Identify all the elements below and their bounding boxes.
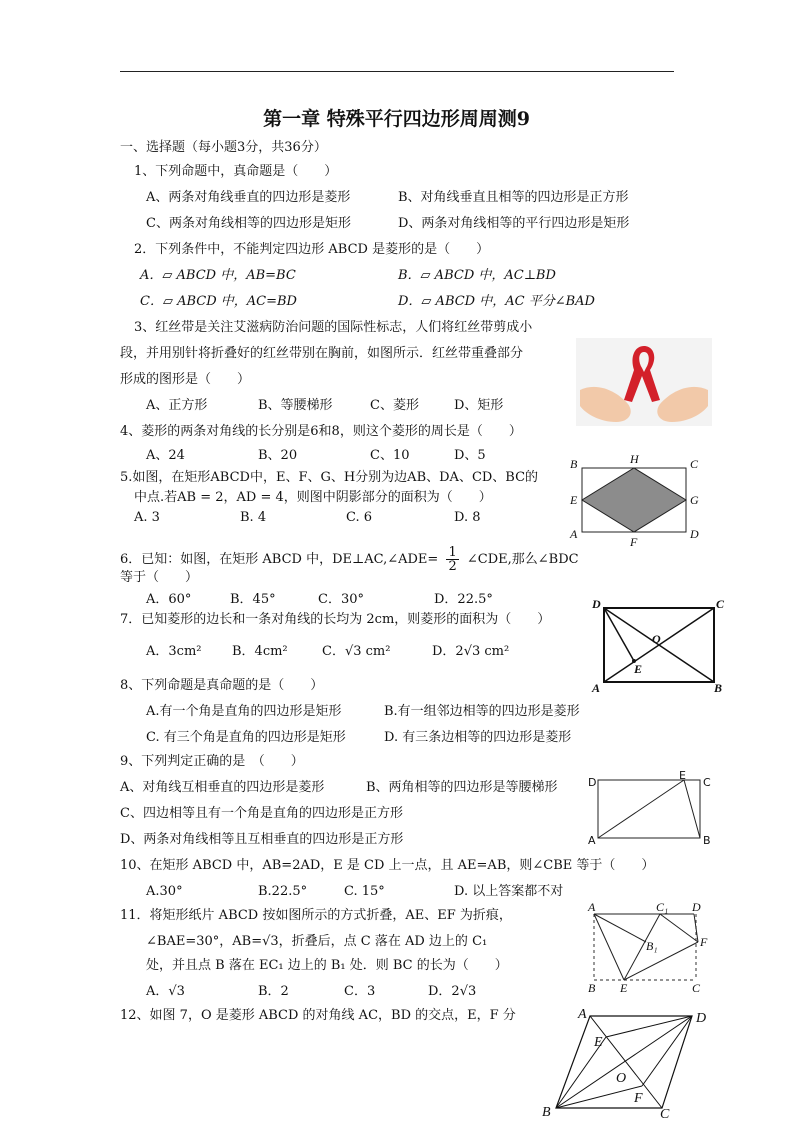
label-A: A: [588, 834, 596, 847]
label-D: D: [588, 776, 597, 789]
figure-q11-folded-rectangle: [582, 898, 712, 998]
label-B1: B₁: [646, 939, 658, 953]
red-ribbon-hands-image: [576, 338, 712, 426]
q2-option-a: A．▱ ABCD 中，AB=BC: [140, 268, 296, 283]
diagonal-BD: [556, 1016, 692, 1108]
q1-option-c: C、两条对角线相等的四边形是矩形: [146, 216, 351, 231]
q5-line2: 中点.若AB = 2，AD = 4，则图中阴影部分的面积为（ ）: [134, 490, 492, 505]
segment-C1F: [660, 914, 698, 942]
crease-EF: [624, 942, 698, 980]
label-E: E: [570, 493, 578, 507]
q5-option-b: B. 4: [240, 510, 267, 525]
q9-option-c: C、四边相等且有一个角是直角的四边形是正方形: [120, 806, 403, 821]
label-C: C: [692, 981, 701, 995]
q7-option-c: C．√3 cm²: [322, 644, 391, 659]
q7-option-a: A．3cm²: [146, 644, 202, 659]
q3-line2: 段，并用别针将折叠好的红丝带别在胸前，如图所示．红丝带重叠部分: [120, 346, 524, 361]
label-B: B: [570, 457, 578, 471]
q2-option-b: B．▱ ABCD 中，AC⊥BD: [398, 268, 556, 283]
q8-option-c: C. 有三个角是直角的四边形是矩形: [146, 730, 346, 745]
label-G: G: [690, 493, 699, 507]
q7-option-b: B．4cm²: [232, 644, 288, 659]
q5-option-c: C. 6: [346, 510, 373, 525]
label-C1: C₁: [656, 900, 669, 914]
q6-line2: 等于（ ）: [120, 570, 199, 585]
section-heading: 一、选择题（每小题3分，共36分）: [120, 140, 327, 155]
q1-option-b: B、对角线垂直且相等的四边形是正方形: [398, 190, 629, 205]
label-B: B: [703, 834, 711, 847]
q6-option-c: C．30°: [318, 592, 364, 607]
label-C: C: [690, 457, 699, 471]
q10-option-b: B.22.5°: [258, 884, 308, 899]
q6-option-a: A．60°: [146, 592, 192, 607]
q11-line2: ∠BAE=30°，AB=√3，折叠后，点 C 落在 AD 边上的 C₁: [146, 934, 488, 949]
label-E: E: [679, 769, 686, 782]
q4-option-c: C、10: [370, 448, 410, 463]
q3-option-b: B、等腰梯形: [258, 398, 333, 413]
q1-option-d: D、两条对角线相等的平行四边形是矩形: [398, 216, 630, 231]
q11-option-a: A．√3: [146, 984, 185, 999]
label-A: A: [578, 1007, 587, 1022]
label-C: C: [716, 597, 725, 611]
q1-stem: 1、下列命题中，真命题是（ ）: [134, 164, 338, 179]
q11-option-c: C．3: [344, 984, 376, 999]
q9-option-b: B、两角相等的四边形是等腰梯形: [366, 780, 558, 795]
q4-option-b: B、20: [258, 448, 298, 463]
q2-option-d: D．▱ ABCD 中，AC 平分∠BAD: [398, 294, 595, 309]
q5-line1: 5.如图，在矩形ABCD中，E、F、G、H分别为边AB、DA、CD、BC的: [120, 470, 539, 485]
figure-q5-rectangle: [566, 452, 704, 548]
q12-stem: 12、如图 7，O 是菱形 ABCD 的对角线 AC，BD 的交点，E，F 分: [120, 1008, 516, 1023]
q3-option-a: A、正方形: [146, 398, 208, 413]
label-F: F: [630, 535, 638, 548]
q10-option-d: D. 以上答案都不对: [454, 884, 564, 899]
label-F: F: [634, 1091, 643, 1106]
q10-option-a: A.30°: [146, 884, 183, 899]
crease-AE: [594, 914, 624, 980]
q4-stem: 4、菱形的两条对角线的长分别是6和8，则这个菱形的周长是（ ）: [120, 424, 522, 439]
segment-DE: [604, 608, 634, 661]
q6-fraction: [446, 546, 458, 573]
q4-option-a: A、24: [146, 448, 185, 463]
label-H: H: [630, 452, 639, 466]
label-F: F: [700, 935, 708, 949]
q5-option-d: D. 8: [454, 510, 481, 525]
header-rule: [120, 71, 674, 72]
label-C: C: [660, 1107, 670, 1120]
figure-q9-rectangle: [586, 768, 712, 850]
shaded-rhombus: [582, 468, 686, 532]
figure-q12-rhombus: [538, 1004, 718, 1120]
q6-pre: 6．已知：如图，在矩形 ABCD 中，DE⊥AC,∠ADE=: [120, 552, 439, 567]
q2-option-c: C．▱ ABCD 中，AC=BD: [140, 294, 297, 309]
label-D: D: [696, 1011, 707, 1026]
label-B: B: [542, 1105, 551, 1120]
figure-q6-rectangle: [590, 596, 728, 696]
q10-stem: 10、在矩形 ABCD 中，AB=2AD，E 是 CD 上一点，且 AE=AB，则∠CBE 等于（ ）: [120, 858, 655, 873]
q5-option-a: A. 3: [134, 510, 160, 525]
q8-option-a: A.有一个角是直角的四边形是矩形: [146, 704, 342, 719]
q6-option-b: B．45°: [230, 592, 276, 607]
label-D: D: [692, 900, 701, 914]
segment-AE: [598, 780, 684, 838]
q3-option-c: C、菱形: [370, 398, 419, 413]
q6-option-d: D．22.5°: [434, 592, 493, 607]
q2-stem: 2．下列条件中，不能判定四边形 ABCD 是菱形的是（ ）: [134, 242, 490, 257]
label-B: B: [714, 681, 723, 695]
label-D: D: [592, 597, 601, 611]
label-D: D: [690, 527, 699, 541]
q6-line1: [120, 546, 579, 573]
label-O: O: [616, 1071, 627, 1086]
label-E: E: [594, 1035, 603, 1050]
label-A: A: [570, 527, 578, 541]
diagonal-AC: [590, 1016, 662, 1108]
label-A: A: [588, 900, 596, 914]
label-E: E: [620, 981, 628, 995]
q10-option-c: C. 15°: [344, 884, 385, 899]
q6-post: ∠CDE,那么∠BDC: [466, 552, 579, 567]
segment-EB: [684, 780, 700, 838]
q8-option-b: B.有一组邻边相等的四边形是菱形: [384, 704, 580, 719]
label-A: A: [592, 681, 601, 695]
label-E: E: [634, 662, 643, 676]
q6-fraction-den: 2: [448, 559, 457, 574]
q1-option-a: A、两条对角线垂直的四边形是菱形: [146, 190, 351, 205]
q11-option-b: B．2: [258, 984, 289, 999]
q9-stem: 9、下列判定正确的是 （ ）: [120, 754, 304, 769]
q3-line3: 形成的图形是（ ）: [120, 372, 251, 387]
page-title: 第一章 特殊平行四边形周周测9: [263, 108, 530, 130]
q11-line3: 处，并且点 B 落在 EC₁ 边上的 B₁ 处．则 BC 的长为（ ）: [146, 958, 508, 973]
q11-option-d: D．2√3: [428, 984, 477, 999]
q3-line1: 3、红丝带是关注艾滋病防治问题的国际性标志，人们将红丝带剪成小: [134, 320, 533, 335]
q9-option-d: D、两条对角线相等且互相垂直的四边形是正方形: [120, 832, 404, 847]
q11-line1: 11．将矩形纸片 ABCD 按如图所示的方式折叠，AE、EF 为折痕，: [120, 908, 512, 923]
label-B: B: [588, 981, 596, 995]
q6-fraction-num: 1: [448, 545, 457, 560]
q8-stem: 8、下列命题是真命题的是（ ）: [120, 678, 324, 693]
q3-option-d: D、矩形: [454, 398, 504, 413]
q7-stem: 7．已知菱形的边长和一条对角线的长均为 2cm，则菱形的面积为（ ）: [120, 612, 551, 627]
label-C: C: [703, 776, 711, 789]
label-O: O: [652, 632, 661, 646]
q8-option-d: D. 有三条边相等的四边形是菱形: [384, 730, 572, 745]
q4-option-d: D、5: [454, 448, 486, 463]
q9-option-a: A、对角线互相垂直的四边形是菱形: [120, 780, 325, 795]
q7-option-d: D．2√3 cm²: [432, 644, 510, 659]
segment-AB1: [594, 914, 646, 942]
